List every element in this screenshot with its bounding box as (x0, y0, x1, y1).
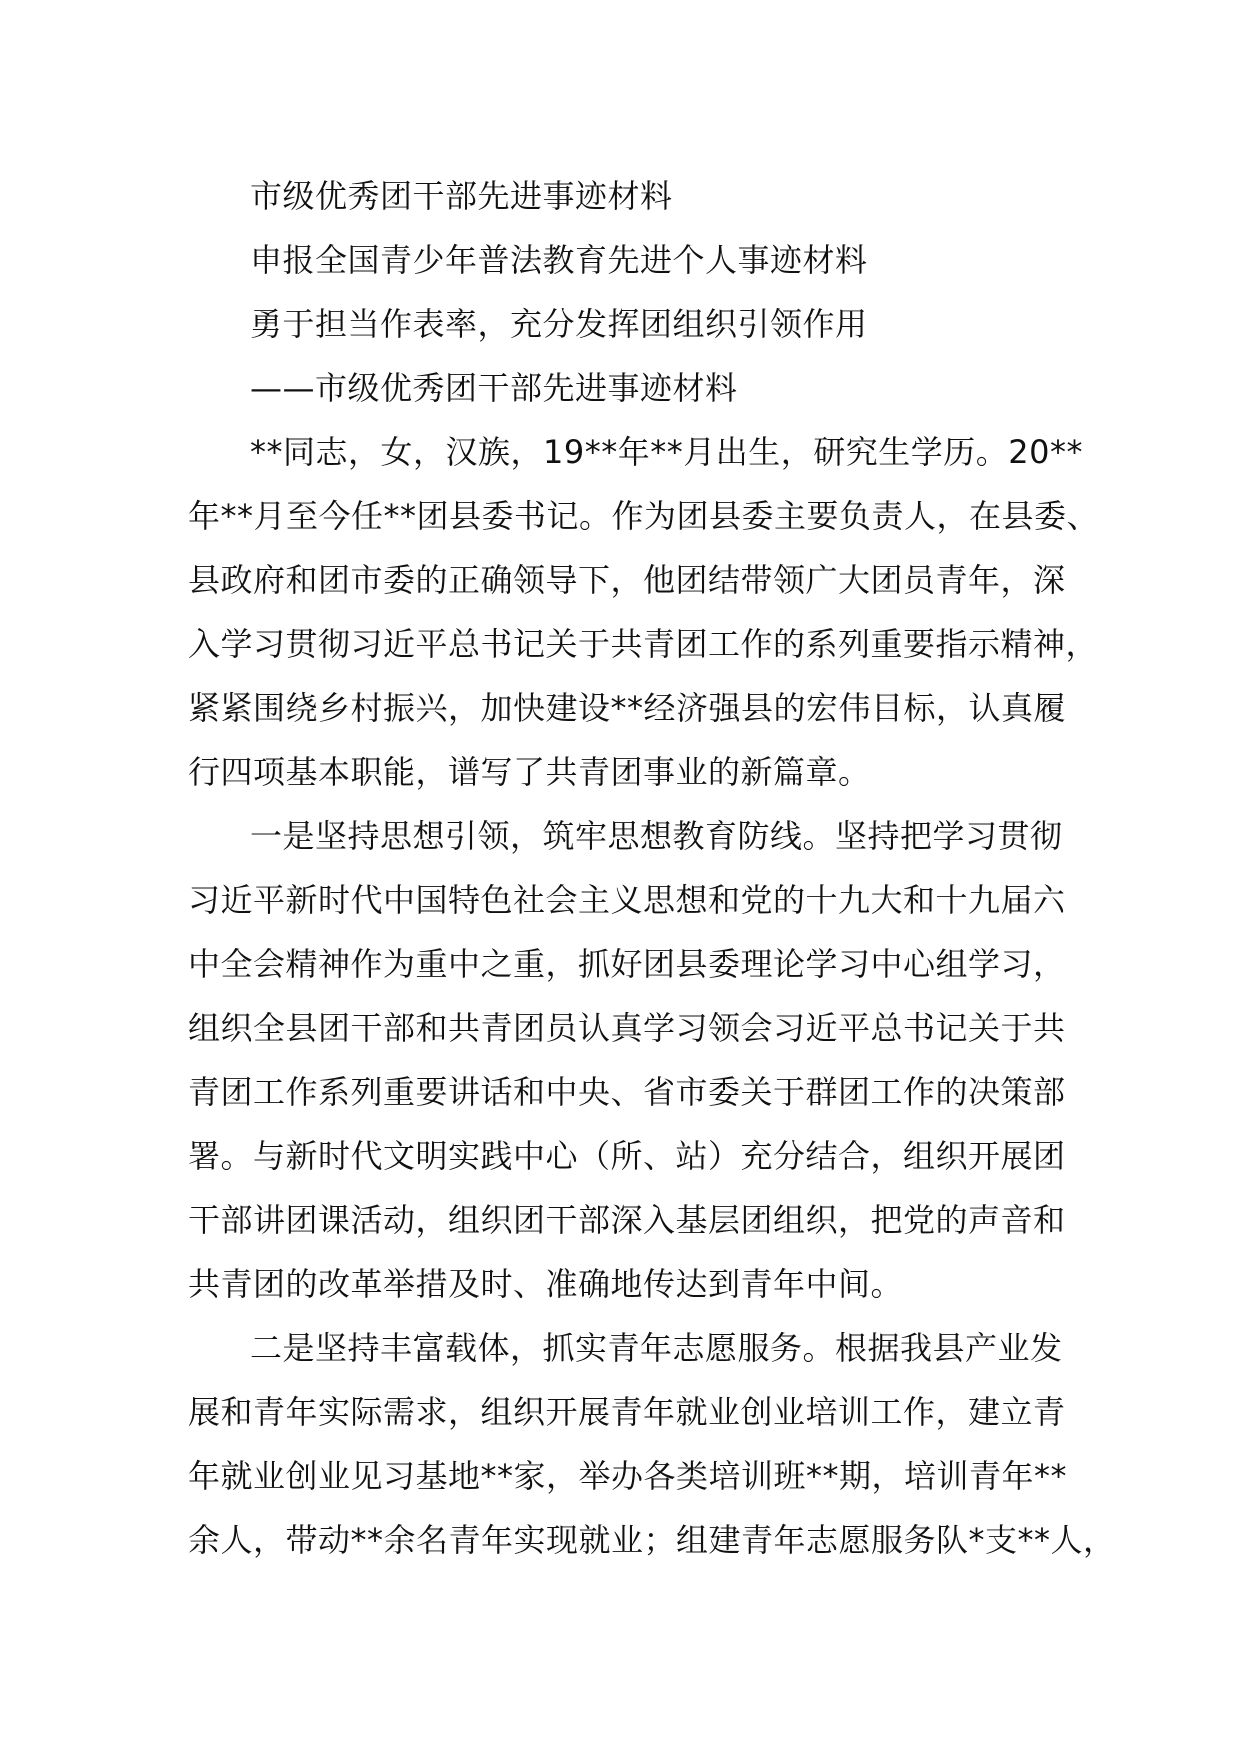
paragraph-line: 展和青年实际需求，组织开展青年就业创业培训工作，建立青 (188, 1393, 1066, 1431)
subtitle-line: ——市级优秀团干部先进事迹材料 (250, 369, 738, 407)
paragraph-line: 青团工作系列重要讲话和中央、省市委关于群团工作的决策部 (188, 1073, 1066, 1111)
paragraph-line: 行四项基本职能，谱写了共青团事业的新篇章。 (188, 753, 871, 791)
paragraph-line: 余人，带动**余名青年实现就业；组建青年志愿服务队*支**人， (188, 1521, 1116, 1559)
paragraph-volunteer (188, 1316, 1116, 1572)
paragraph-line: 署。与新时代文明实践中心（所、站）充分结合，组织开展团 (188, 1137, 1066, 1175)
paragraph-line: 一是坚持思想引领，筑牢思想教育防线。坚持把学习贯彻 (250, 817, 1063, 855)
paragraph-line: 年就业创业见习基地**家，举办各类培训班**期，培训青年** (188, 1457, 1068, 1495)
paragraph-line: 县政府和团市委的正确领导下，他团结带领广大团员青年，深 (188, 561, 1066, 599)
paragraph-ideology (188, 804, 1088, 1316)
title-line-1: 市级优秀团干部先进事迹材料 (250, 177, 673, 215)
paragraph-line: 紧紧围绕乡村振兴，加快建设**经济强县的宏伟目标，认真履 (188, 689, 1067, 727)
paragraph-line: 中全会精神作为重中之重，抓好团县委理论学习中心组学习， (188, 945, 1066, 983)
paragraph-intro (188, 420, 1100, 804)
title-line-3: 勇于担当作表率，充分发挥团组织引领作用 (250, 305, 868, 343)
paragraph-line: 组织全县团干部和共青团员认真学习领会习近平总书记关于共 (188, 1009, 1066, 1047)
paragraph-line: 共青团的改革举措及时、准确地传达到青年中间。 (188, 1265, 904, 1303)
title-line-2: 申报全国青少年普法教育先进个人事迹材料 (250, 241, 868, 279)
paragraph-line: 入学习贯彻习近平总书记关于共青团工作的系列重要指示精神， (188, 625, 1099, 663)
paragraph-line: 年**月至今任**团县委书记。作为团县委主要负责人，在县委、 (188, 497, 1100, 535)
paragraph-line: **同志，女，汉族，19**年**月出生，研究生学历。20** (250, 433, 1083, 471)
paragraph-line: 干部讲团课活动，组织团干部深入基层团组织，把党的声音和 (188, 1201, 1066, 1239)
paragraph-line: 二是坚持丰富载体，抓实青年志愿服务。根据我县产业发 (250, 1329, 1063, 1367)
document-body (188, 164, 1116, 1572)
paragraph-line: 习近平新时代中国特色社会主义思想和党的十九大和十九届六 (188, 881, 1066, 919)
